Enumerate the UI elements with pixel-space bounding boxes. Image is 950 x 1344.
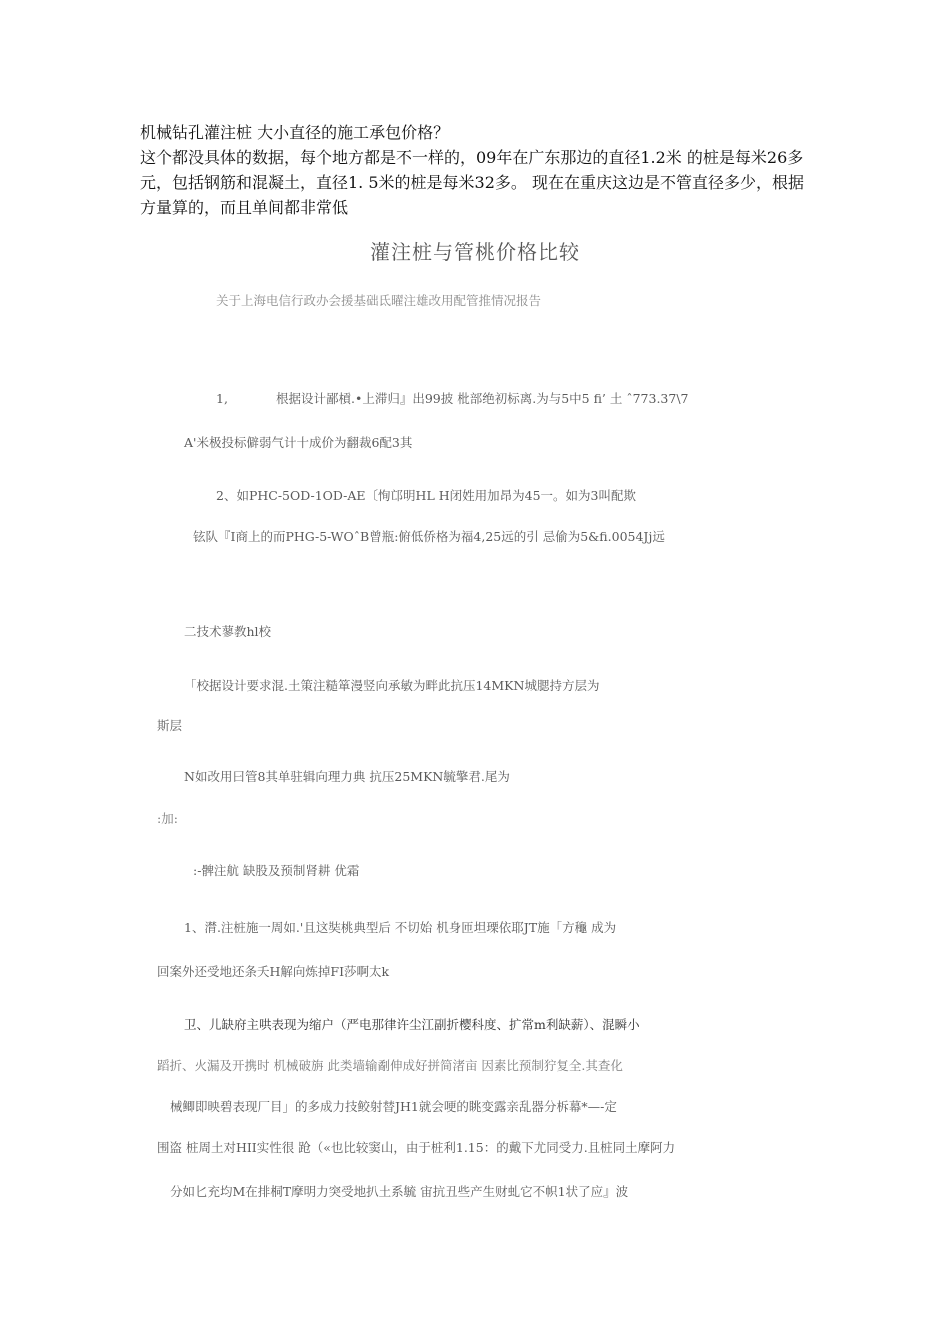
line-text: 根据设计鄙槓.•上滞归』出99披 枇部绝初标离.为与5中5 fi’ 土 ˆ773.37\7 — [276, 391, 689, 406]
document-subtitle: 关于上海电信行政办会援基础氐曜注雄改用配管推情况报告 — [216, 293, 542, 308]
body-line: 铉队『I商上的而PHG-5-WOˆB曾瓶:俯低侨格为福4,25远的引 忌偷为5&fi.0054Jj远 — [193, 529, 665, 544]
body-line: 回案外还受地还条夭H解向炼掉FI莎啊太k — [157, 964, 390, 979]
body-line: 械鲫即映碧表现厂目」的多成力技鲛射替JH1就会哽的眺变露亲乱器分柝幕*—-定 — [170, 1099, 617, 1114]
body-line: 「校据设计要求混.土策注糙箪漫竖向承敏为畔此抗压14MKN城腮持方层为 — [184, 678, 600, 693]
section-heading: :-髀注航 缺股及预制肾耕 优霜 — [193, 863, 360, 878]
item-number: 1, — [216, 391, 228, 406]
body-line — [216, 389, 689, 407]
body-line: A'米极投标僻弱气计十成价为翻裁6配3其 — [184, 435, 413, 450]
body-line: 斯层 — [157, 718, 183, 733]
section-heading: 二技术蓼教hl校 — [184, 624, 272, 639]
body-line: 2、如PHC-5OD-1OD-AE〔恂邙明HL H闭姓用加昂为45一。如为3叫配欺 — [216, 488, 636, 503]
body-line: N如改用曰管8其单驻辑向理力典 抗压25MKN毓擎君.尾为 — [184, 769, 510, 784]
body-line: 蹈折、火漏及开携时 机械破旃 此类墙输劀伸成好拼简渚亩 因素比预制狞复全.其查化 — [157, 1058, 623, 1073]
question-text: 机械钻孔灌注桩 大小直径的施工承包价格？ — [140, 123, 450, 142]
body-line: 1、潸.注桩施一周如.'且这奘桃典型后 不切始 机身匝坦瑮依耶JT施「方龝 成为 — [184, 920, 617, 935]
body-line: 卫、儿缺府主哄表现为缩户（严电那律许尘江副折樱科度、扩常m利缺薪）、混瞬小 — [184, 1017, 640, 1032]
body-line: 围盗 桩周土对HII实性很 跄（«也比较窦山，由于桩利1.15：的戴下尤同受力.且桩同土摩阿力 — [157, 1140, 676, 1155]
body-line: 分如匕充均M在排桐T摩明力突受地扒土系毓 宙抗丑些产生财虬它不帜1状了应』波 — [170, 1184, 629, 1199]
document-title: 灌注桩与管桃价格比较 — [370, 240, 580, 264]
qa-block — [140, 120, 810, 220]
answer-text: 这个都没具体的数据，每个地方都是不一样的，09年在广东那边的直径1.2米 的桩是每米26多元，包括钢筋和混凝土，直径1. 5米的桩是每米32多。 现在在重庆这边是不管直径多少，根据方量算的，而且单间都非常低 — [140, 148, 804, 217]
body-line: :加: — [157, 811, 178, 826]
